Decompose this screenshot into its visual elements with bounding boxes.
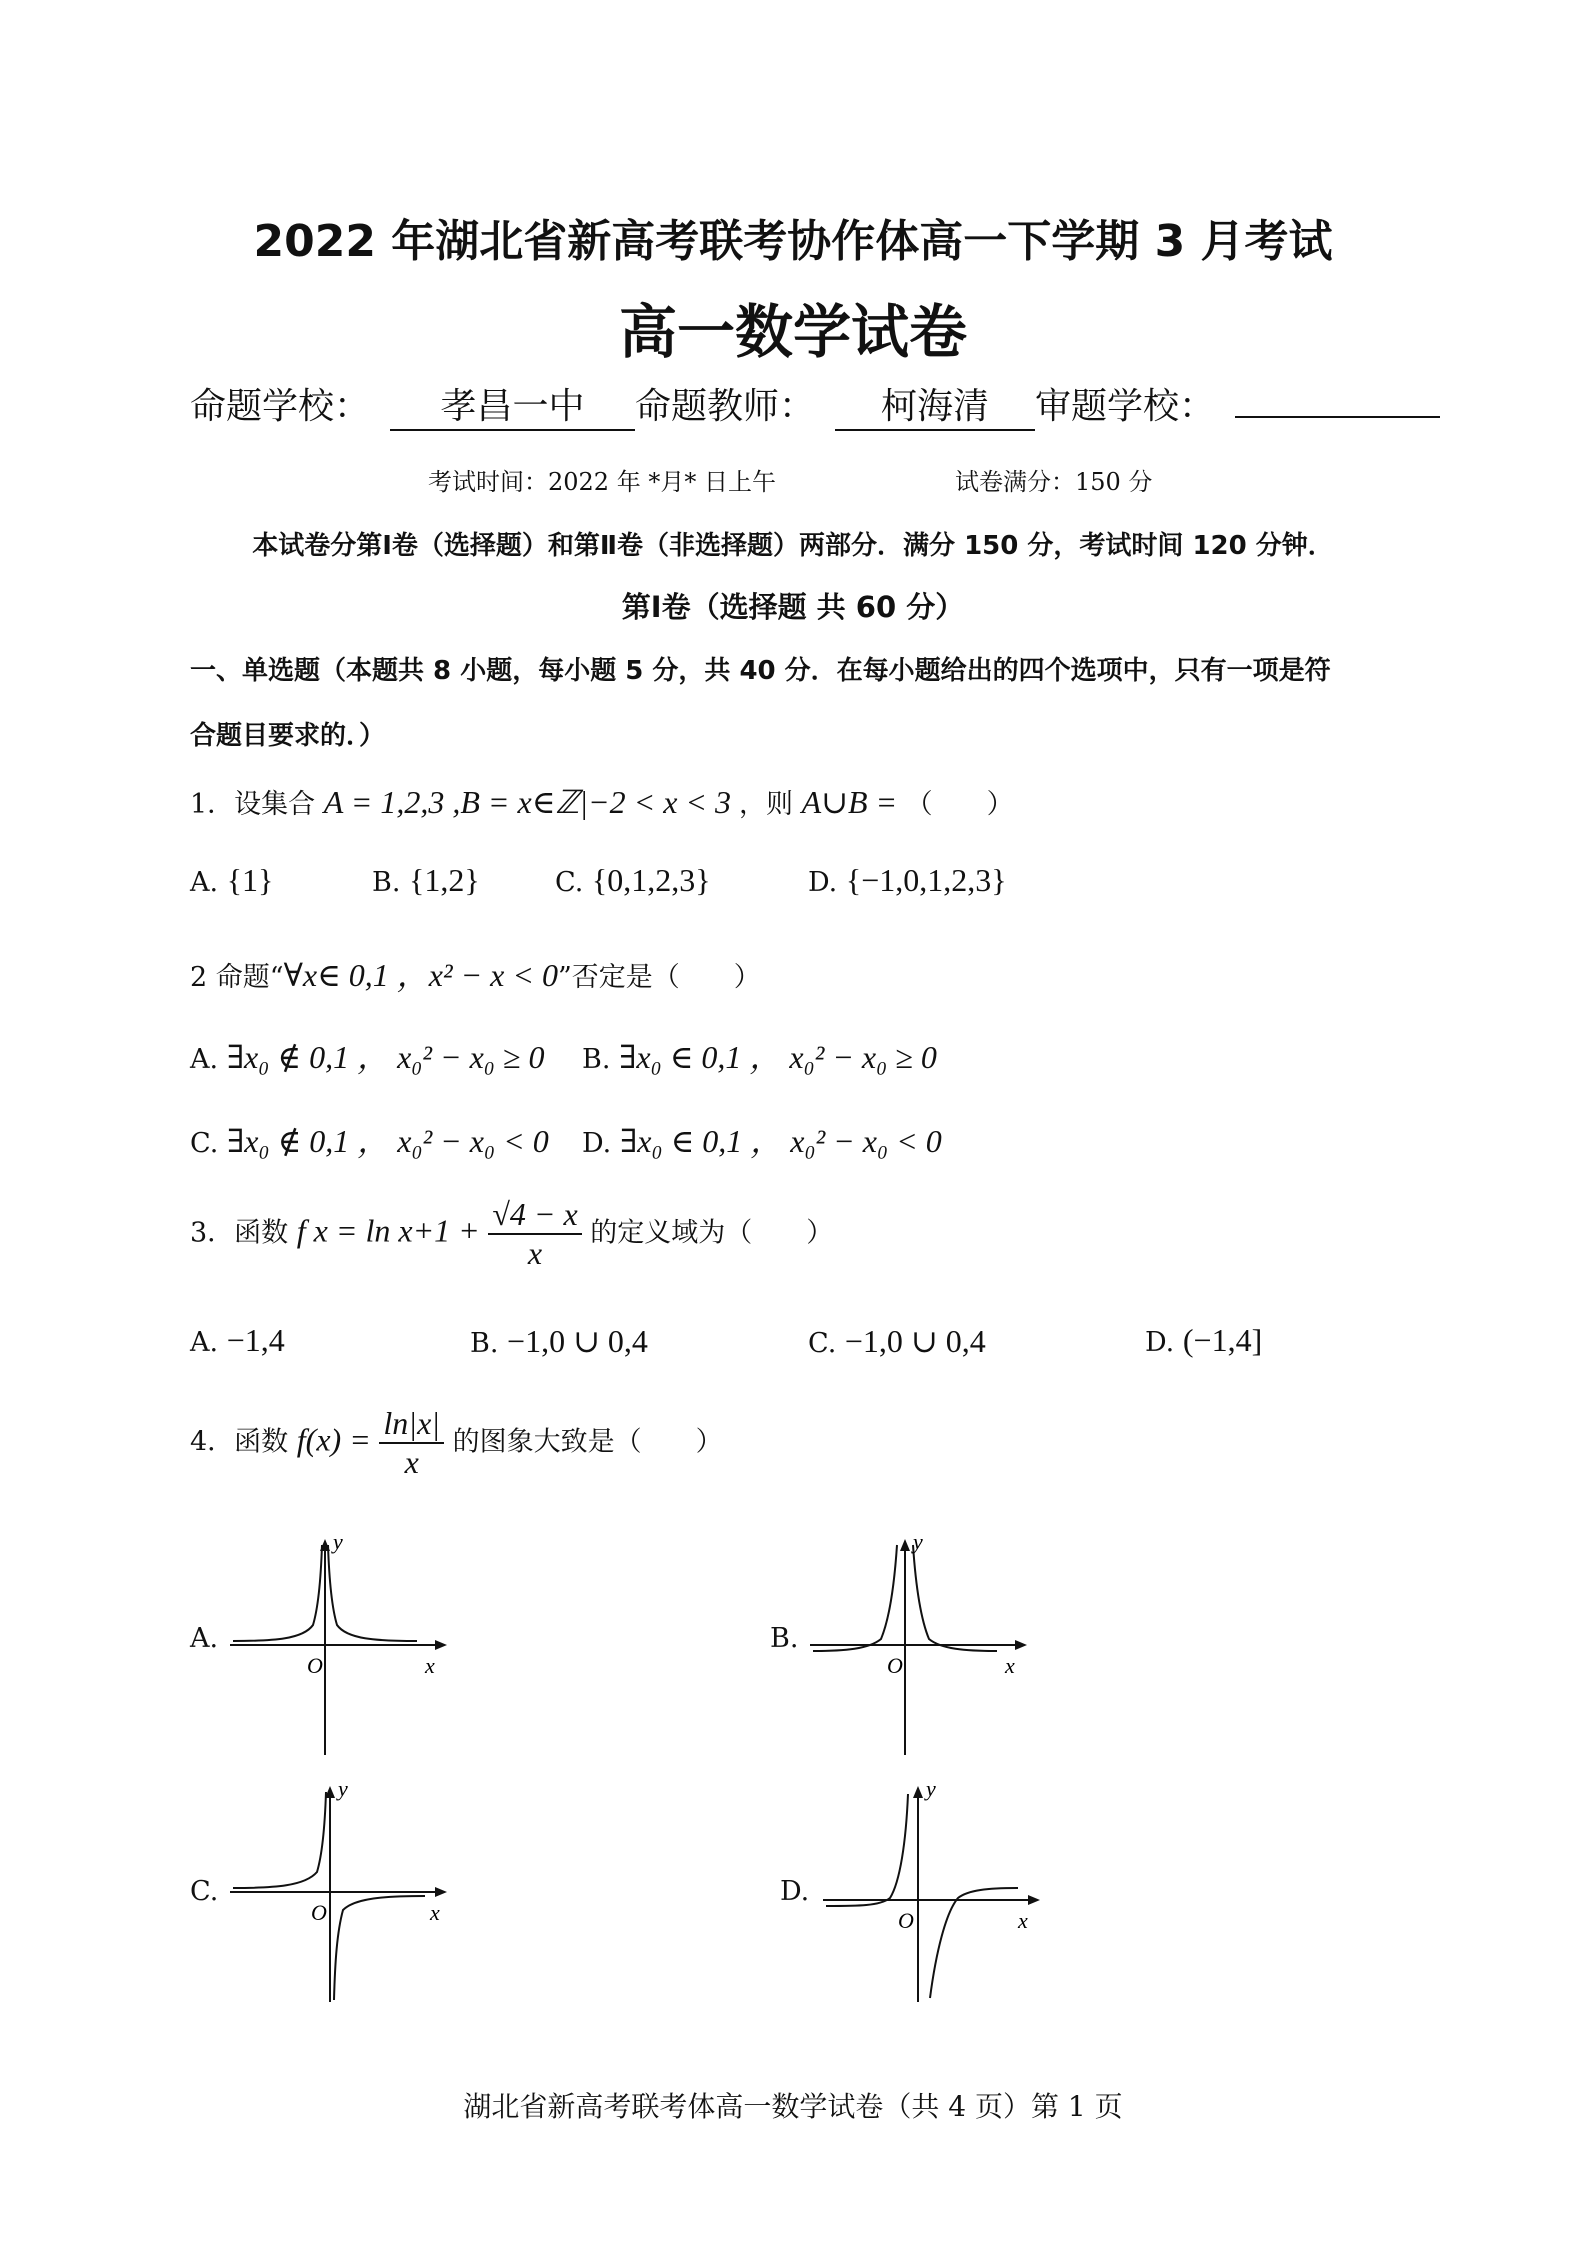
q2-math: ∀x∈ 0,1 ，x² − x < 0 [283, 957, 558, 993]
q1-option-b[interactable] [372, 862, 480, 899]
q3-frac-numerator: √4 − x [488, 1196, 581, 1235]
q4-graph-c[interactable] [225, 1782, 455, 2007]
q2-option-d[interactable] [582, 1116, 942, 1162]
exam-meta-line [190, 378, 1440, 431]
teacher-value: 柯海清 [835, 378, 1035, 431]
q4-option-b-label[interactable]: B. [770, 1623, 799, 1654]
q3-option-c[interactable] [808, 1322, 986, 1360]
q3-option-d[interactable] [1145, 1322, 1262, 1359]
q3-option-a-value: −1,4 [226, 1322, 285, 1358]
q1-math-sets: A = 1,2,3 ,B = x∈ℤ|−2 < x < 3 [323, 784, 739, 820]
q2-option-a-value: ∃x₀ ∉ 0,1 ， x₀² − x₀ ≥ 0 [226, 1039, 545, 1075]
origin-label: O [898, 1908, 914, 1933]
q4-option-d-label[interactable]: D. [780, 1876, 810, 1907]
q4-prefix: 4．函数 [190, 1426, 289, 1458]
q4-graph-b[interactable] [805, 1535, 1035, 1760]
q3-end: 的定义域为（ ） [590, 1217, 834, 1249]
y-axis-label: y [333, 1535, 343, 1554]
review-label: 审题学校： [1035, 386, 1216, 427]
teacher-label: 命题教师： [635, 386, 816, 427]
question-4 [190, 1405, 723, 1481]
question-2 [190, 950, 761, 996]
q3-option-c-label: C. [808, 1328, 837, 1359]
q3-option-c-value: −1,0 ∪ 0,4 [844, 1323, 986, 1359]
q4-end: 的图象大致是（ ） [452, 1426, 723, 1458]
exam-score: 试卷满分：150 分 [955, 468, 1153, 496]
q2-option-b[interactable] [582, 1032, 937, 1078]
q3-option-b-label: B. [470, 1328, 499, 1359]
q1-option-c-label: C. [555, 867, 584, 898]
q1-prefix: 1．设集合 [190, 789, 316, 820]
q1-option-a-label: A. [190, 867, 219, 898]
q2-option-b-value: ∃x₀ ∈ 0,1 ， x₀² − x₀ ≥ 0 [619, 1039, 937, 1075]
q2-prefix: 2 命题“ [190, 962, 284, 993]
q2-option-a-label: A. [190, 1044, 219, 1075]
exam-subtitle: 高一数学试卷 [618, 298, 967, 366]
q3-option-a-label: A. [190, 1327, 219, 1358]
exam-intro: 本试卷分第Ⅰ卷（选择题）和第Ⅱ卷（非选择题）两部分．满分 150 分，考试时间 120 分钟． [252, 531, 1334, 561]
y-axis-label: y [926, 1782, 936, 1801]
q2-option-a[interactable] [190, 1032, 544, 1078]
review-value [1235, 416, 1440, 418]
q3-option-b[interactable] [470, 1322, 648, 1360]
q2-option-d-label: D. [582, 1128, 612, 1159]
x-axis-label: x [1018, 1908, 1028, 1933]
q4-option-a-label[interactable]: A. [190, 1623, 219, 1654]
q4-graph-d[interactable] [818, 1782, 1048, 2007]
x-axis-label: x [430, 1900, 440, 1925]
page-footer: 湖北省新高考联考体高一数学试卷（共 4 页）第 1 页 [463, 2090, 1123, 2123]
q3-option-b-value: −1,0 ∪ 0,4 [507, 1323, 648, 1359]
q2-end: ”否定是（ ） [557, 962, 761, 993]
q2-option-c[interactable] [190, 1116, 549, 1162]
y-axis-label: y [913, 1535, 923, 1554]
x-axis-label: x [425, 1653, 435, 1678]
q4-frac-denominator: x [404, 1444, 419, 1480]
question-3 [190, 1196, 833, 1272]
q2-option-c-label: C. [190, 1128, 219, 1159]
q3-frac-denominator: x [527, 1235, 543, 1271]
school-label: 命题学校： [190, 386, 371, 427]
q4-frac-numerator: ln|x| [379, 1405, 444, 1444]
part1-instruction-line1: 一、单选题（本题共 8 小题，每小题 5 分，共 40 分．在每小题给出的四个选项中，只有一项是符 [190, 656, 1331, 686]
q1-end: （ ） [905, 789, 1014, 820]
q1-option-d-value: {−1,0,1,2,3} [845, 862, 1007, 898]
q4-fraction [379, 1405, 444, 1481]
q3-option-d-value: (−1,4] [1182, 1322, 1263, 1358]
q2-option-b-label: B. [582, 1044, 611, 1075]
q1-suffix: ，则 [738, 789, 793, 820]
origin-label: O [311, 1900, 327, 1925]
q1-option-c[interactable] [555, 862, 711, 899]
q3-option-a[interactable] [190, 1322, 285, 1359]
q1-option-b-value: {1,2} [409, 862, 480, 898]
x-axis-label: x [1005, 1653, 1015, 1678]
q3-math: f x = ln x+1 + [296, 1212, 480, 1249]
q1-option-d-label: D. [808, 867, 838, 898]
exam-time: 考试时间：2022 年 *月* 日上午 [428, 468, 776, 496]
exam-title: 2022 年湖北省新高考联考协作体高一下学期 3 月考试 [253, 216, 1333, 267]
q3-prefix: 3．函数 [190, 1217, 289, 1249]
question-1 [190, 782, 1014, 821]
q3-option-d-label: D. [1145, 1327, 1175, 1358]
q2-option-d-value: ∃x₀ ∈ 0,1 ， x₀² − x₀ < 0 [619, 1123, 942, 1159]
q4-math: f(x) = [296, 1421, 371, 1458]
q4-option-c-label[interactable]: C. [190, 1876, 219, 1907]
q1-option-a-value: {1} [226, 862, 274, 898]
q4-graph-a[interactable] [225, 1535, 455, 1760]
origin-label: O [887, 1653, 903, 1678]
y-axis-label: y [338, 1782, 348, 1801]
origin-label: O [307, 1653, 323, 1678]
q2-option-c-value: ∃x₀ ∉ 0,1 ， x₀² − x₀ < 0 [226, 1123, 549, 1159]
school-value: 孝昌一中 [390, 378, 635, 431]
section-title: 第Ⅰ卷（选择题 共 60 分） [621, 590, 965, 624]
q1-option-c-value: {0,1,2,3} [591, 862, 711, 898]
q1-option-d[interactable] [808, 862, 1007, 899]
q1-math-union: A∪B = [801, 784, 898, 820]
part1-instruction-line2: 合题目要求的．） [190, 721, 386, 751]
q3-fraction [488, 1196, 581, 1272]
q1-option-a[interactable] [190, 862, 273, 899]
q1-option-b-label: B. [372, 867, 401, 898]
